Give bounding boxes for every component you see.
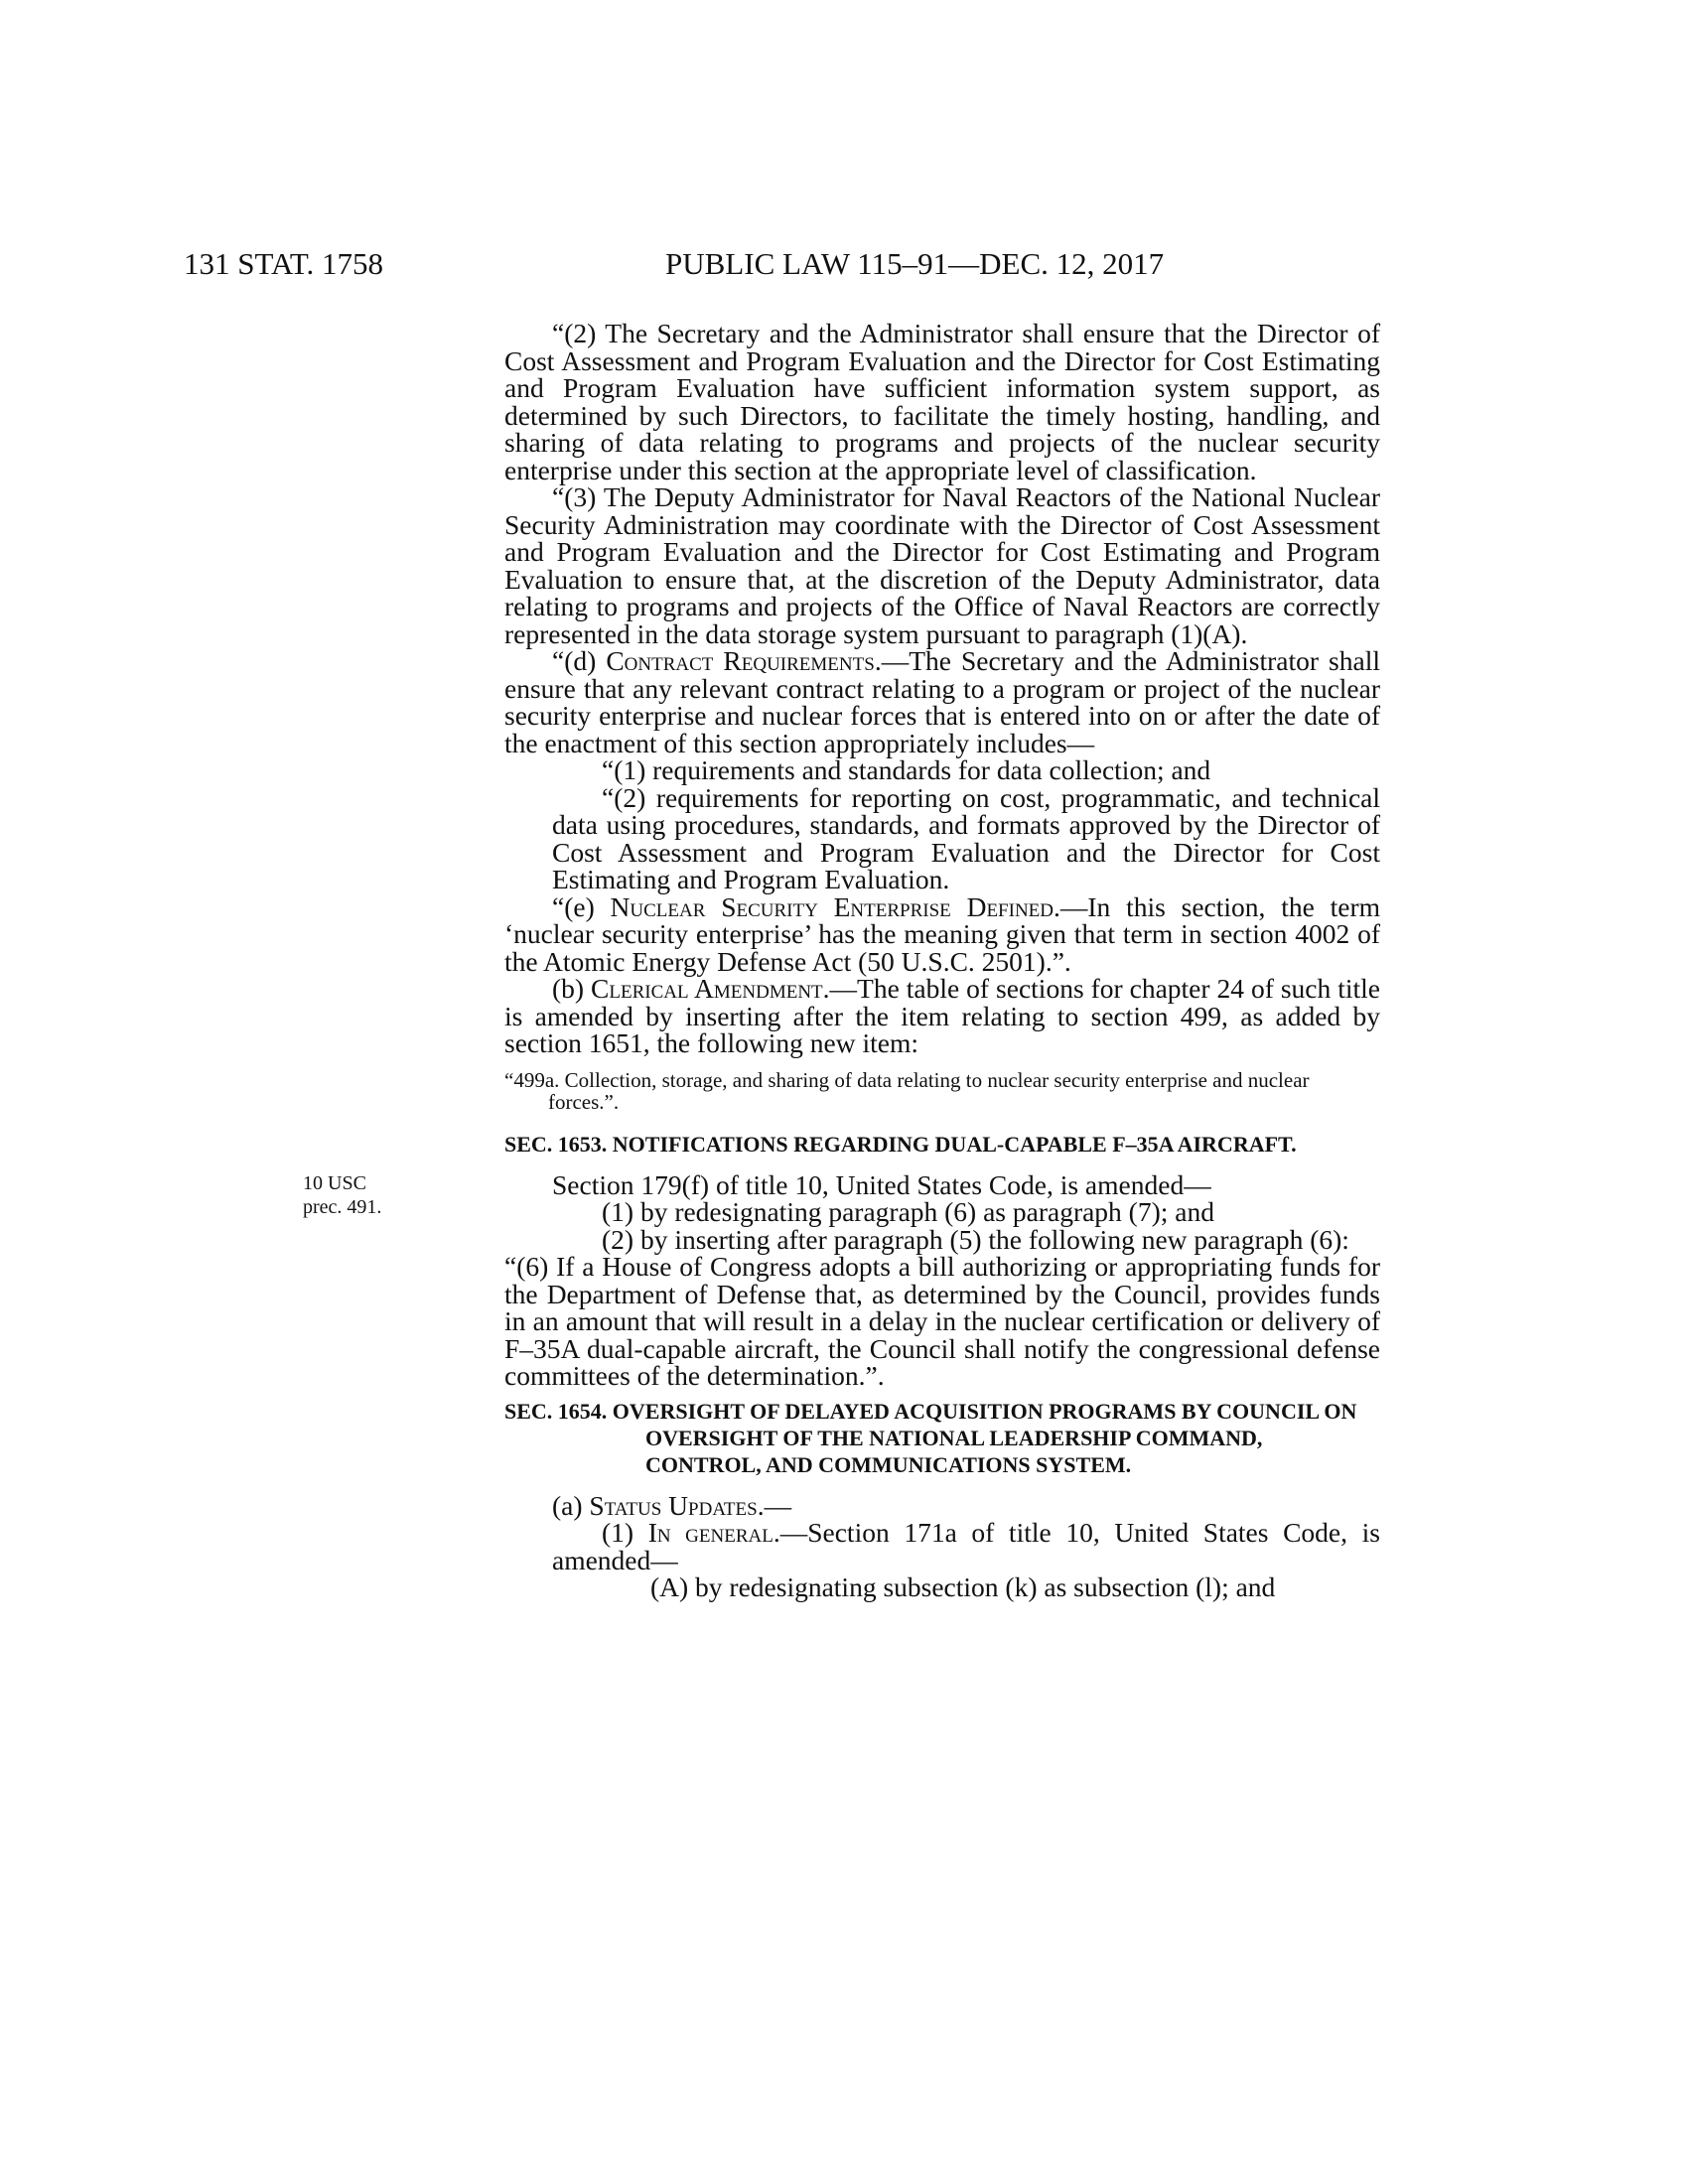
section-1653-quote: “(6) If a House of Congress adopts a bill authorizing or appropriating funds for the Department of Defense that, as determined by the Council, provides funds in an amount that will result in a delay in the nuclear certification or delivery of F–35A dual-capable aircraft, the Council shall notify the congressional defense committees of the determination.”. xyxy=(504,1251,1380,1391)
paragraph-heading: Nuclear Security Enterprise Defined xyxy=(610,890,1054,922)
paragraph-prefix: (a) xyxy=(552,1489,590,1521)
section-1653-heading: SEC. 1653. NOTIFICATIONS REGARDING DUAL-CAPABLE F–35A AIRCRAFT. xyxy=(504,1131,1297,1157)
running-header xyxy=(184,246,1221,286)
paragraph-heading: Contract Requirements xyxy=(606,645,875,676)
paragraph-heading: In general xyxy=(647,1517,774,1548)
section-1653-item-1: (1) by redesignating paragraph (6) as paragraph (7); and xyxy=(602,1196,1214,1227)
section-1654-heading: SEC. 1654. OVERSIGHT OF DELAYED ACQUISITION PROGRAMS BY COUNCIL ON OVERSIGHT OF THE NATIONAL LEADERSHIP COMMAND, CONTROL, AND COMMUNICATIONS SYSTEM. xyxy=(504,1398,1357,1477)
paragraph-heading: Clerical Amendment xyxy=(591,973,823,1004)
section-1654-subsection-a xyxy=(504,1489,1380,1521)
paragraph-text: .—Section 171a of title 10, United States Code, is amended— xyxy=(552,1517,1380,1575)
section-1654-paragraph-1 xyxy=(504,1519,1380,1573)
body-text xyxy=(504,320,1380,1601)
paragraph-c3: “(3) The Deputy Administrator for Naval Reactors of the National Nuclear Security Administration may coordinate with the Director of Cost Assessment and Program Evaluation and the Director for Cost Estimating and Program Evaluation to ensure that, at the discretion of the Deputy Administrator, data relating to programs and projects of the Office of Naval Reactors are correctly represented in the data storage system pursuant to paragraph (1)(A). xyxy=(504,481,1380,649)
table-of-sections-item: “499a. Collection, storage, and sharing of data relating to nuclear security enterprise and nuclear forces.”. xyxy=(504,1067,1310,1114)
paragraph-d1: “(1) requirements and standards for data collection; and xyxy=(602,754,1211,785)
paragraph-text: .— xyxy=(757,1489,792,1521)
paragraph-e xyxy=(504,890,1380,977)
stat-page-number: 131 STAT. 1758 xyxy=(184,246,384,281)
paragraph-c2: “(2) The Secretary and the Administrator shall ensure that the Director of Cost Assessment and Program Evaluation and the Director for Cost Estimating and Program Evaluation have sufficient information system support, as determined by such Directors, to facilitate the timely hosting, handling, and sharing of data relating to programs and projects of the nuclear security enterprise under this section at the appropriate level of classification. xyxy=(504,318,1380,485)
paragraph-d xyxy=(504,647,1380,756)
paragraph-heading: Status Updates xyxy=(589,1489,758,1521)
paragraph-text: .—The Secretary and the Administrator shall ensure that any relevant contract relating to a program or project of the nuclear security enterprise and nuclear forces that is entered into on or after the date of the enactment of this section appropriately includes— xyxy=(504,645,1380,758)
margin-note xyxy=(303,1171,381,1219)
public-law-title: PUBLIC LAW 115–91—DEC. 12, 2017 xyxy=(665,246,1165,281)
paragraph-d2: “(2) requirements for reporting on cost, programmatic, and technical data using procedures, standards, and formats approved by the Director of Cost Assessment and Program Evaluation and the Director for Cost Estimating and Program Evaluation. xyxy=(552,781,1380,894)
section-1653-intro: Section 179(f) of title 10, United States Code, is amended— xyxy=(552,1168,1211,1200)
paragraph-text: .—In this section, the term ‘nuclear security enterprise’ has the meaning given that term in section 4002 of the Atomic Energy Defense Act (50 U.S.C. 2501).”. xyxy=(504,890,1380,977)
paragraph-prefix: “(e) xyxy=(552,890,611,922)
section-1653-item-2: (2) by inserting after paragraph (5) the following new paragraph (6): xyxy=(602,1223,1349,1255)
paragraph-prefix: (b) xyxy=(552,973,592,1004)
section-1654-subparagraph-A: (A) by redesignating subsection (k) as subsection (l); and xyxy=(650,1571,1276,1602)
paragraph-prefix: “(d) xyxy=(552,645,607,676)
paragraph-text: .—The table of sections for chapter 24 of such title is amended by inserting after the item relating to section 499, as added by section 1651, the following new item: xyxy=(504,973,1380,1058)
margin-note-line: 10 USC xyxy=(303,1172,366,1194)
paragraph-b xyxy=(504,975,1380,1057)
paragraph-prefix: (1) xyxy=(602,1517,648,1548)
margin-note-line: prec. 491. xyxy=(303,1196,382,1218)
